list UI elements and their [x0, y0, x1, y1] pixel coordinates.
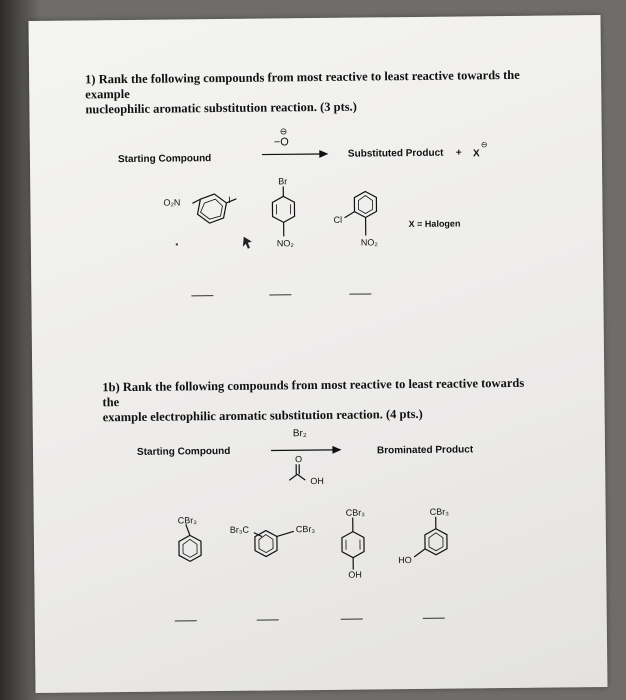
svg-text:O: O [295, 454, 303, 465]
q1-c1-iodo: I [228, 194, 231, 205]
q1b-c1-benzene-ring [179, 524, 201, 561]
question-1-line1: Rank the following compounds from most reactive to least reactive towards the example [85, 67, 520, 102]
question-1b-line1: Rank the following compounds from most reactive to least reactive towards the [102, 375, 525, 410]
structures-drawing [28, 15, 607, 693]
q1-c2-benzene-ring [272, 186, 295, 236]
q1-plus: + [455, 147, 462, 159]
q1b-c4-benzene-ring [414, 517, 447, 557]
worksheet-page [28, 15, 607, 693]
cursor-icon [243, 237, 252, 249]
q1-c2-no2: NO₂ [276, 238, 294, 249]
q1b-reagent: Br₂ [292, 428, 307, 440]
q1b-c4-cbr3: CBr₃ [429, 506, 449, 517]
question-1b-number: 1b) [102, 380, 120, 395]
q1b-c1-cbr3: CBr₃ [177, 515, 197, 526]
question-1-line2: nucleophilic aromatic substitution reaction. [85, 99, 317, 117]
q1-c1-no2: O₂N [163, 197, 181, 208]
q1b-arrowhead [333, 447, 340, 453]
q1-reaction-arrow [262, 154, 320, 155]
q1-x-definition: X = Halogen [408, 218, 461, 230]
q1-product-label: Substituted Product [347, 147, 444, 160]
q1-reagent-charge: ⊖ [279, 126, 288, 137]
question-1b-line2: example electrophilic aromatic substitution reaction. [102, 407, 383, 425]
q1-leaving-charge: ⊖ [480, 140, 488, 150]
q1-leaving-group: X [472, 148, 480, 160]
question-1-points: (3 pts.) [319, 99, 357, 114]
q1b-c4-ho: HO [398, 555, 412, 566]
q1b-c2-benzene-ring [254, 530, 294, 556]
q1-c3-no2: NO₂ [360, 237, 378, 248]
q1b-product-label: Brominated Product [376, 444, 474, 457]
q1-c3-benzene-ring [344, 191, 376, 235]
q1b-acetic-acid [289, 454, 305, 480]
q1b-c3-cbr3: CBr₃ [345, 507, 365, 518]
pen-dot [176, 243, 178, 245]
q1-c2-bromo: Br [278, 176, 288, 187]
q1b-reagent-oh: OH [310, 475, 324, 487]
question-1-number: 1) [85, 72, 96, 87]
q1-starting-compound-label: Starting Compound [117, 153, 212, 166]
question-1b-points: (4 pts.) [385, 406, 423, 422]
q1b-starting-compound-label: Starting Compound [136, 445, 231, 458]
q1b-reaction-arrow [271, 450, 333, 451]
q1-c3-chloro: Cl [333, 214, 343, 225]
q1b-c2-cbr3: CBr₃ [295, 524, 316, 535]
q1-reagent: −O [273, 136, 289, 149]
q1-c1-benzene-ring [192, 194, 236, 223]
q1b-c2-br3c: Br₃C [229, 524, 250, 535]
q1-arrowhead [320, 151, 327, 157]
q1b-c3-benzene-ring [342, 518, 365, 570]
q1b-c3-oh: OH [348, 569, 362, 580]
